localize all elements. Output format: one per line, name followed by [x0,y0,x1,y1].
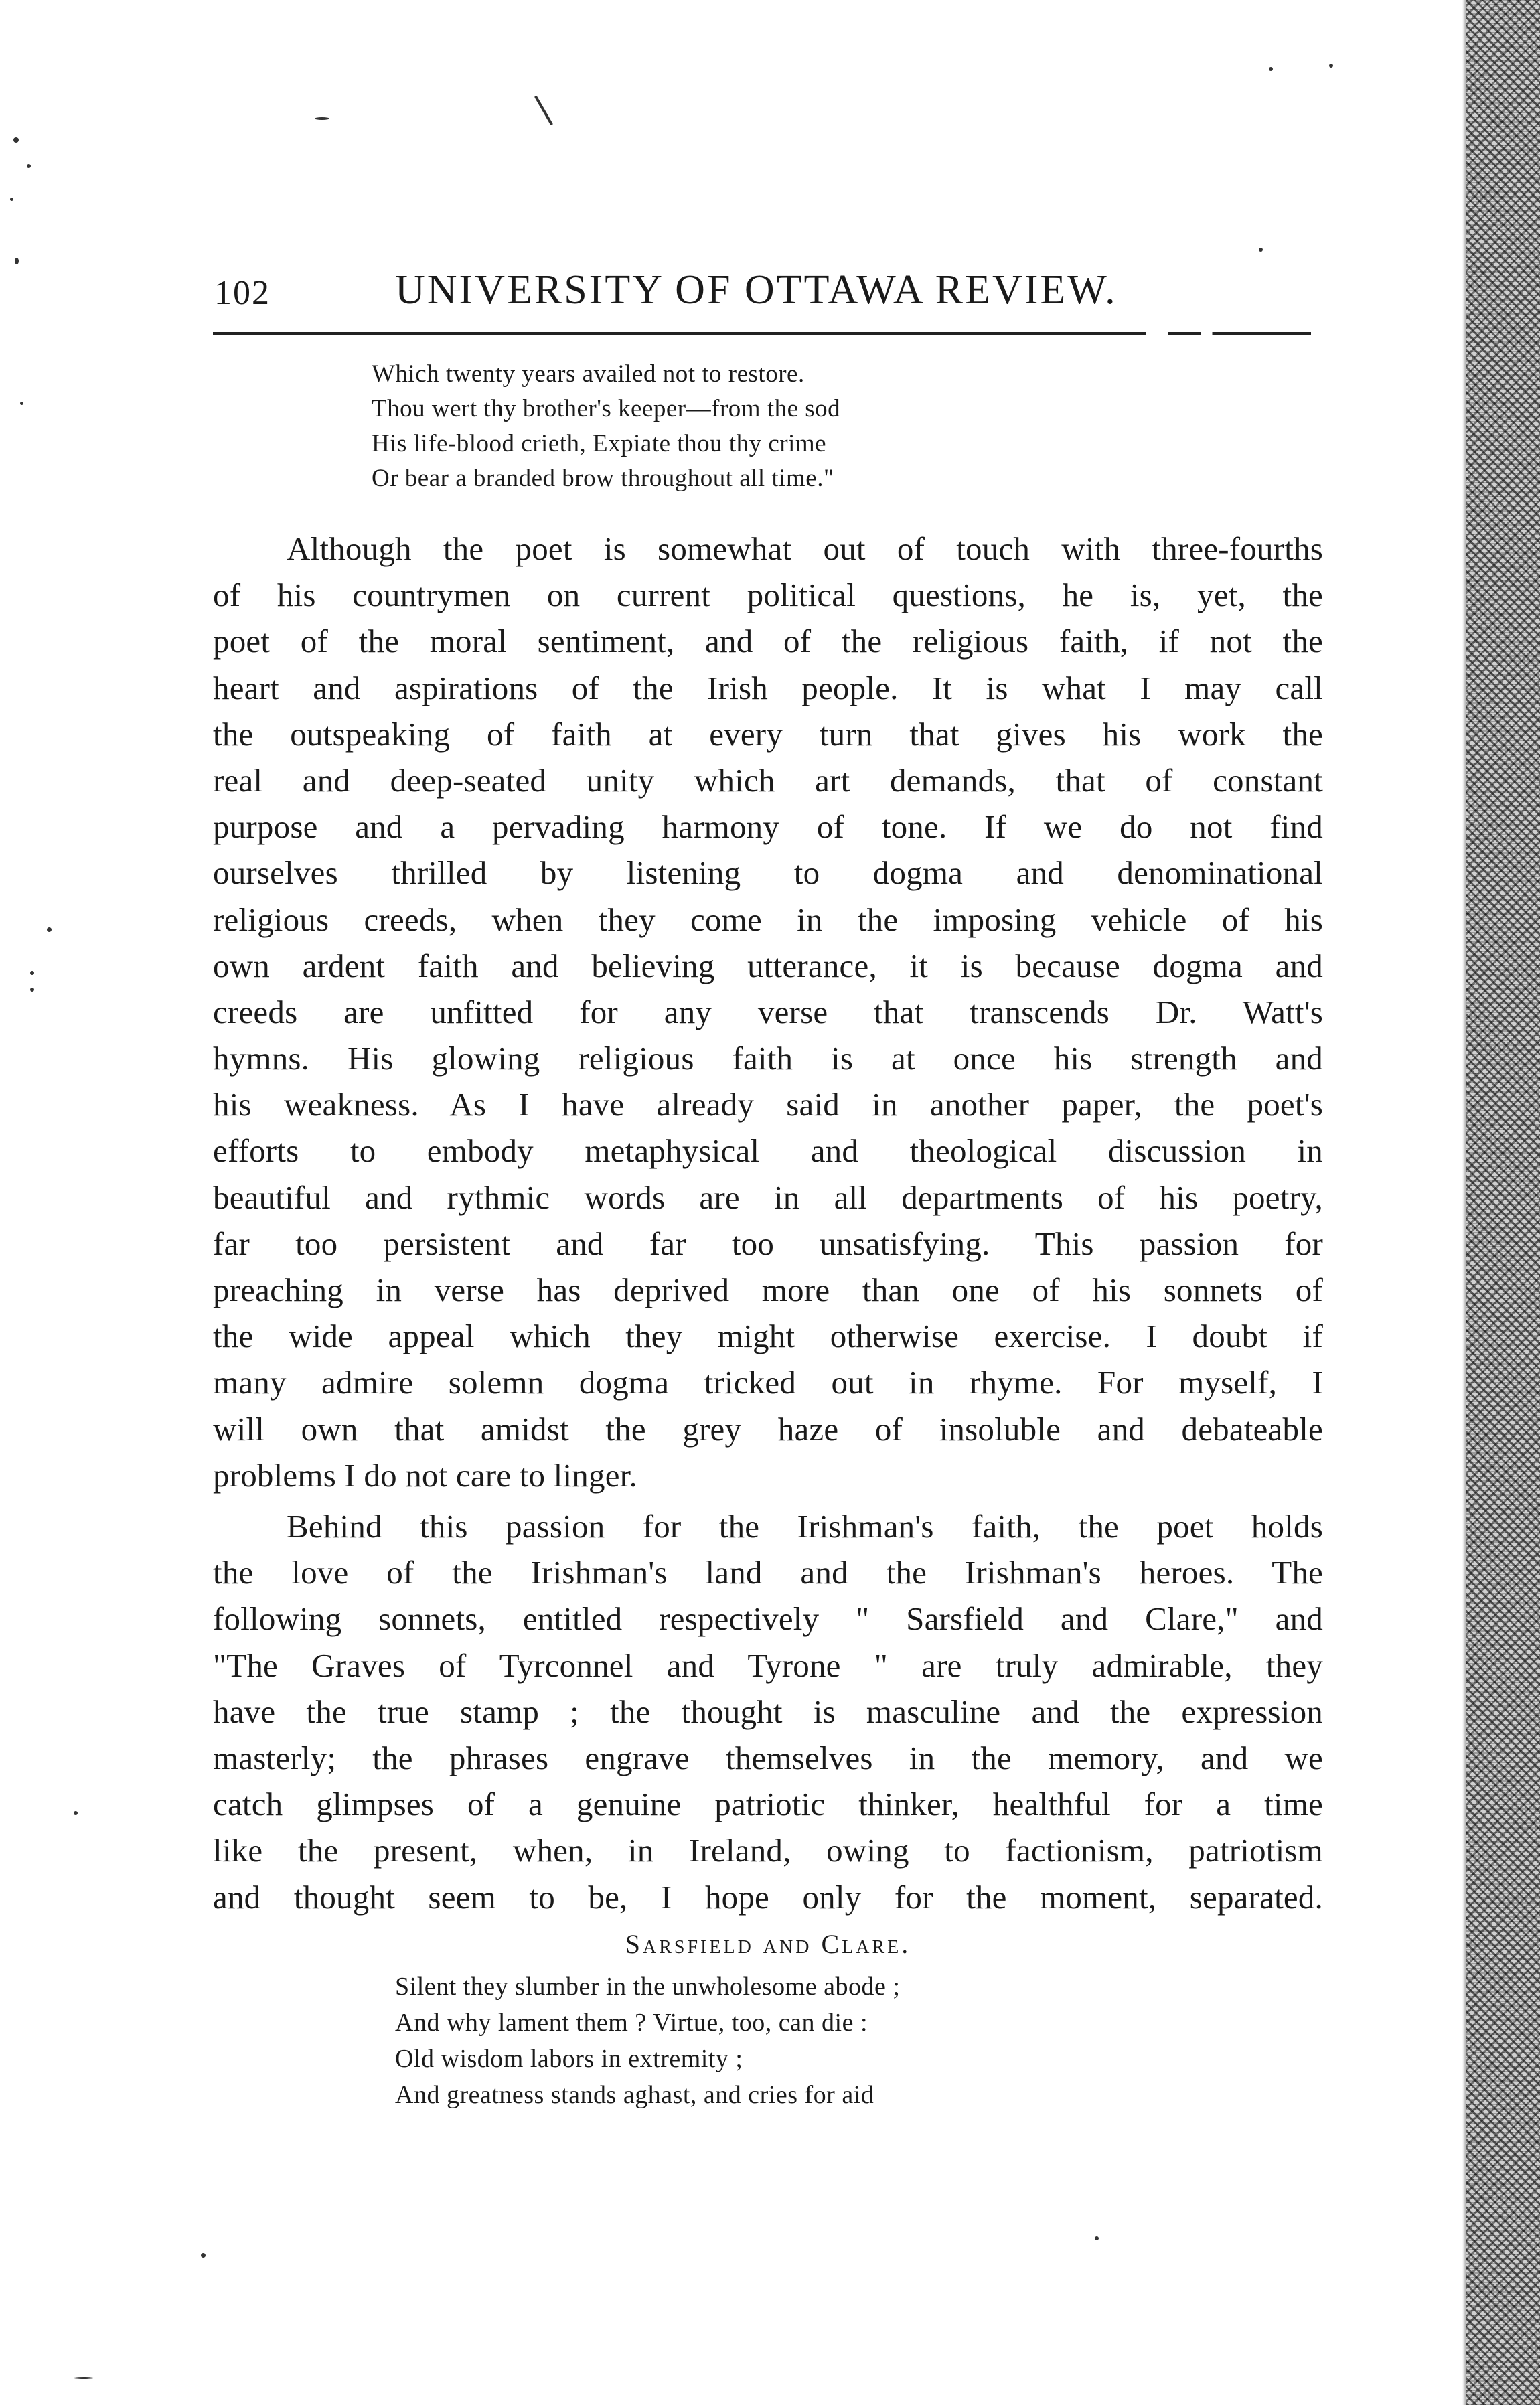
text-line: far too persistent and far too unsatisfying. This passion for [213,1225,1323,1262]
scan-speck [1095,2236,1099,2240]
text-line: poet of the moral sentiment, and of the religious faith, if not the [213,623,1323,660]
scan-speck [74,2377,94,2379]
page-header [214,261,1326,321]
text-line: hymns. His glowing religious faith is at once his strength and [213,1040,1323,1077]
text-line: real and deep-seated unity which art demands, that of constant [213,761,1323,799]
verse-line: Which twenty years availed not to restore. [372,360,805,388]
scan-speck [534,95,553,125]
text-line: masterly; the phrases engrave themselves in the memory, and we [213,1739,1323,1776]
text-line: like the present, when, in Ireland, owing to factionism, patriotism [213,1832,1323,1869]
verse-line: Old wisdom labors in extremity ; [395,2045,743,2073]
text-line: "The Graves of Tyrconnel and Tyrone " are truly admirable, they [213,1646,1323,1684]
scan-speck [30,988,34,992]
scan-speck [1329,64,1333,68]
scan-speck [20,402,23,405]
header-rule [213,332,1311,335]
scan-speck [30,971,34,975]
text-line: following sonnets, entitled respectively " Sarsfield and Clare," and [213,1600,1323,1638]
paragraph-2 [213,1503,1323,1920]
text-line: his weakness. As I have already said in another paper, the poet's [213,1086,1323,1123]
text-line: beautiful and rythmic words are in all departments of his poetry, [213,1178,1323,1216]
scan-speck [1269,67,1273,71]
verse-line: And why lament them ? Virtue, too, can die : [395,2009,868,2037]
verse-line: Thou wert thy brother's keeper—from the sod [372,395,841,422]
text-line: religious creeds, when they come in the imposing vehicle of his [213,901,1323,938]
text-line: and thought seem to be, I hope only for the moment, separated. [213,1878,1323,1916]
text-line: will own that amidst the grey haze of insoluble and debateable [213,1410,1323,1448]
text-line: the love of the Irishman's land and the Irishman's heroes. The [213,1554,1323,1592]
text-line: preaching in verse has deprived more than one of his sonnets of [213,1271,1323,1308]
text-line: Behind this passion for the Irishman's faith, the poet holds [287,1508,1323,1545]
scan-speck [47,927,52,932]
binding-edge-texture [1466,0,1540,2405]
text-line: problems I do not care to linger. [213,1456,637,1494]
scan-speck [10,198,13,201]
text-line: many admire solemn dogma tricked out in rhyme. For myself, I [213,1364,1323,1401]
text-line: ourselves thrilled by listening to dogma and denominational [213,854,1323,892]
section-heading: Sarsfield and Clare. [625,1929,911,1959]
sonnet-verse [395,1968,900,2113]
scan-speck [27,164,31,168]
scan-speck [15,258,19,264]
text-line: the outspeaking of faith at every turn that gives his work the [213,715,1323,753]
scan-speck [74,1811,78,1815]
verse-line: His life-blood crieth, Expiate thou thy crime [372,430,827,457]
binding-shadow [1462,0,1466,2405]
scan-speck [13,137,19,143]
scan-speck [201,2253,206,2258]
text-line: heart and aspirations of the Irish people. It is what I may call [213,669,1323,706]
text-line: own ardent faith and believing utterance, it is because dogma and [213,947,1323,984]
verse-line: Silent they slumber in the unwholesome abode ; [395,1972,901,2001]
opening-verse [372,357,840,496]
running-title: UNIVERSITY OF OTTAWA REVIEW. [395,267,1118,313]
text-line: efforts to embody metaphysical and theological discussion in [213,1132,1323,1170]
verse-line: Or bear a branded brow throughout all time." [372,465,834,492]
text-line: have the true stamp ; the thought is masculine and the expression [213,1693,1323,1730]
text-line: the wide appeal which they might otherwise exercise. I doubt if [213,1318,1323,1355]
scan-speck [1259,248,1263,252]
text-line: purpose and a pervading harmony of tone. If we do not find [213,808,1323,846]
paragraph-1 [213,526,1323,1498]
text-line: Although the poet is somewhat out of touch with three-fourths [287,530,1323,567]
text-line: creeds are unfitted for any verse that transcends Dr. Watt's [213,993,1323,1030]
text-line: of his countrymen on current political questions, he is, yet, the [213,576,1323,614]
scan-speck [315,117,329,120]
page-number: 102 [214,274,271,312]
verse-line: And greatness stands aghast, and cries for aid [395,2081,874,2109]
text-line: catch glimpses of a genuine patriotic thinker, healthful for a time [213,1786,1323,1823]
